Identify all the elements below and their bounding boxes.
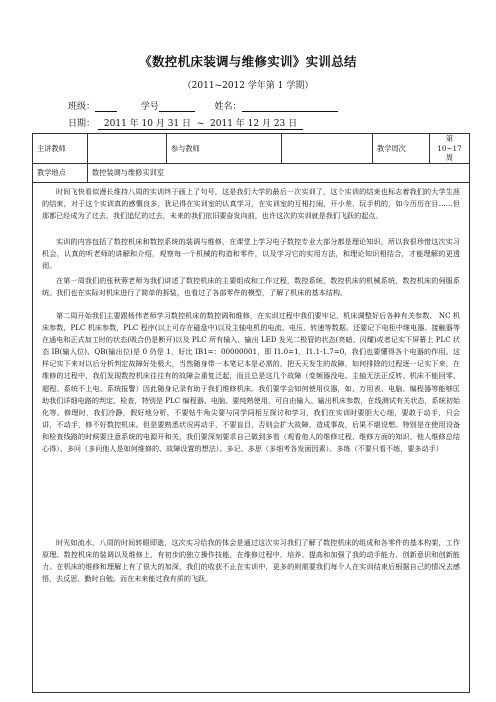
date-line xyxy=(68,116,303,129)
summary-paragraph: 第二周开始我们主要跟杨伟老师学习数控机床的数控调和维修，在实训过程中我们要牢记，机床调整好后各种有关参数、 NC 机床参数，PLC 机床参数，PLC 程序(以上可存在磁盘中)以及主轴电机的电流、电压、转速等数据。还要记下电柜中继电器、接触器等在通电和正式加工时的状态(吸合仍是断开)以及 PLC 所有输入、输出 LED 发光二极管的状态(亮暗、闪耀)或者记实下屏幕上 PLC 状态 IB(输入位)、QB(输出位)是 0 仍是 1，好比 IB1=：00000001，即 I1.0=1，I1.1-1.7=0，我们也要懂得各个电器的作用。这样记实下来对以后分析判定故障好处极大，当然随身带一本笔记本是必需的，把天天发生的故障，如何排除的过程逐一记实下来，在维修的过程中，我们发现数控机床往往有的故障会重复泛起，而且总是这几个故障（变频器没电、主轴无法正反转、机床不能回零、超程、系统不上电、系统报警）因此随身记录有助于我们维修机床。我们要学会如何使用仪器，如、万用表、电脑、编程器等能够匡助我们详细电路的判定、检查，特别是 PLC 编程器、电脑、要纯熟使用，可自由输入、输出机床参数，在线测试有关状态，系统初始化等。修理时，我们冷静，假好地分析，不要钻牛角尖要与同学同相互探讨和学习，我们在实训时要胆大心细，要敢于动手，只会讲，不动手，修不好数控机床。但是要熟悉状况再动手，不要盲目，否则会扩大故障，造成事故，后果不堪设想。特别是在使用设备和检查线路的时候要注意系统的电源开和关，我们要深刻要求自己做到多看（观看他人的维修过程、维修方面的知识、他人维修总结心得）、多问（多问他人是如何维修的、故障设置的想法）、多记、多思（多细考各发面因素）、多练（不要只看不练，要多动手） xyxy=(42,311,460,454)
document-title: 《数控机床装调与维修实训》实训总结 xyxy=(139,54,357,69)
date-sep: ~ xyxy=(196,119,205,129)
table-row xyxy=(33,134,470,164)
student-info-line xyxy=(68,99,338,112)
location-label: 教学地点 xyxy=(33,164,88,183)
date-range xyxy=(98,119,303,130)
teacher-value xyxy=(88,134,167,164)
name-blank xyxy=(242,101,338,112)
date-start: 2011 年 10 月 31 日 xyxy=(103,119,192,129)
summary-paragraph: 时光如流水，八周的时间转眼即逝，这次实习给我的体会是通过这次实习我们了解了数控机床的组成和各零件的基本构架，工作原理。数控机床的装调以及维修上，有初步的独立操作技能，在维修过程中，培养、提高和加强了我的动手能力、创新意识和创新能力。在机床的维修和理解上有了很大的加深，我们的收获不止在实训中，更多的则需要我们每个人在实训结束后根据自己的情况去感悟，去反思，勤时自勉。而在未来能过我有质的飞跃。 xyxy=(42,538,460,584)
semester-subtitle: （2011~2012 学年第 1 学期） xyxy=(182,81,314,91)
student-id-label: 学号 xyxy=(140,102,159,112)
class-label: 班级： xyxy=(68,102,96,112)
date-end: 2011 年 12 月 23 日 xyxy=(210,119,298,129)
summary-paragraph: 时间飞快看似漫长维持八周的实训终于画上了句号，这是我们大学的最后一次实训了，这个实训的结束也标志着我们的大学生涯的结束，对于这个实训真的感慨良多，犹记得在实训室的认真学习，在实训室的互相打闹，开小差，玩手机的，如今历历在目……但那都已经成为了过去，我们追忆的过去，未来的我们依旧要奋发向前，也许这次的实训就是我们飞跃的起点。 xyxy=(42,187,460,221)
teaching-weeks-value: 第 10~17 周 xyxy=(430,134,470,164)
student-id-blank xyxy=(159,101,195,112)
location-value: 数控装调与维修实训室 xyxy=(88,164,470,183)
summary-paragraph: 实训的内容包括了数控机床和数控系统的装调与维修，在课堂上学习电子数控专业大部分都是理论知识，所以我很珍惜这次实习机会，认真的听老师的讲解和介绍，观察每一个机械的构造和零件，以及学习它的实用方法，和理论知识相结合，才能理解的更透彻。 xyxy=(42,237,460,271)
assist-teacher-label: 参与教师 xyxy=(167,134,282,164)
date-label: 日期： xyxy=(68,119,96,129)
class-blank xyxy=(95,101,117,112)
assist-teacher-value xyxy=(282,134,373,164)
teaching-weeks-label: 教学周次 xyxy=(373,134,430,164)
name-label: 姓名： xyxy=(214,102,242,112)
summary-paragraph: 在第一周我们的张秋蓉老师为我们讲述了数控机床的主要组成和工作过程，数控系统，数控机床的机械系统，数控机床的伺服系统。我们也在实际对机床进行了简单的拆装，也看过了各部零件的模型，了解了机床的基本结构。 xyxy=(42,276,460,298)
teacher-label: 主讲教师 xyxy=(33,134,88,164)
